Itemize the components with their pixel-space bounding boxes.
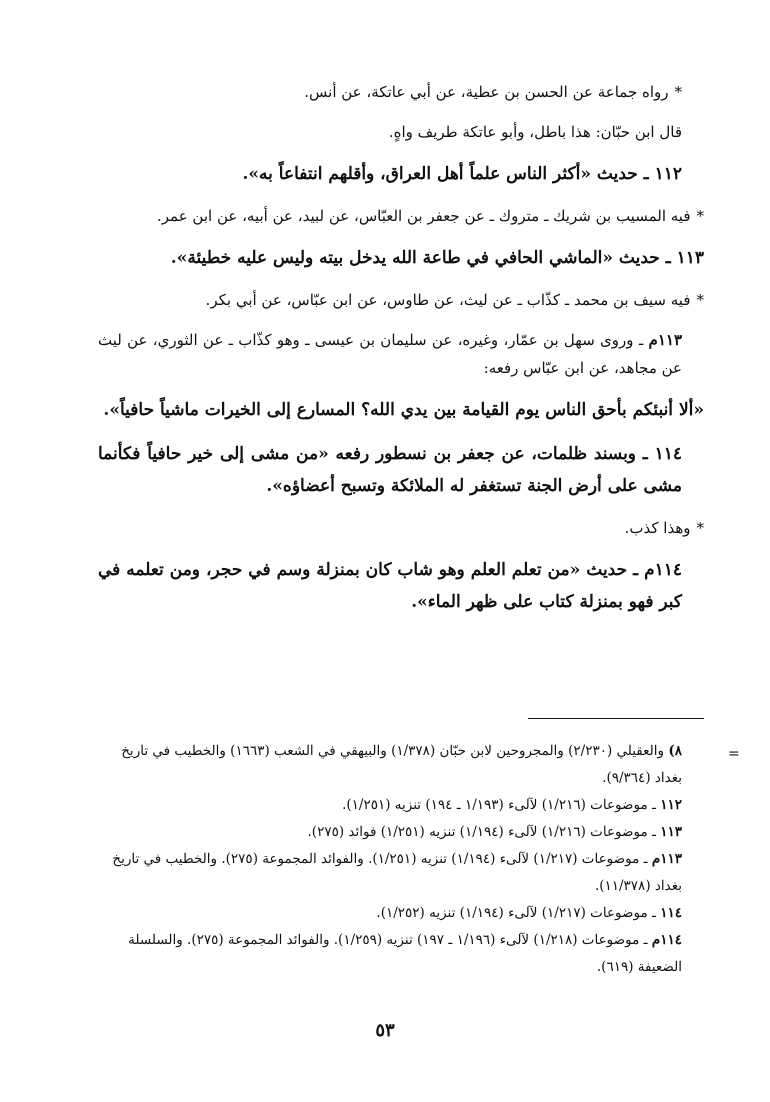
hadith-number: ١١٣ [676, 248, 704, 268]
paragraph-text: قال ابن حبّان: هذا باطل، وأبو عاتكة طريف واهٍ. [388, 123, 682, 141]
paragraph-text: وهذا كذب. [624, 519, 691, 537]
footnote-114 [98, 900, 704, 927]
footnote-text: ـ موضوعات (١/٢١٨) لآلىء (١/١٩٦ ـ ١٩٧) تنزيه (١/٢٥٩). والفوائد المجموعة (٢٧٥). والسلسلة الضعيفة (٦١٩). [128, 932, 682, 975]
footnote-113m [98, 846, 704, 900]
footnote-key: ١١٢ [660, 797, 682, 813]
hadith-112 [98, 158, 704, 190]
star-marker: * [696, 291, 704, 309]
hadith-text: ـ وبسند ظلمات، عن جعفر بن نسطور رفعه «من مشى إلى خير حافياً فكأنما مشى على أرض الجنة تستغفر له الملائكة وتسبح أعضاؤه». [98, 444, 682, 496]
footnote-key: ٨) [668, 743, 682, 759]
hadith-number: ١١٣م [648, 331, 682, 349]
continuation-mark: = [728, 746, 740, 762]
footnote-text: ـ موضوعات (١/٢١٧) لآلىء (١/١٩٤) تنزيه (١/٢٥٢). [376, 905, 656, 921]
star-marker: * [696, 207, 704, 225]
page-number: ٥٣ [375, 1020, 395, 1041]
hadith-number: ١١٤ [654, 444, 682, 464]
main-text [98, 78, 704, 630]
paragraph-narration [98, 78, 704, 106]
paragraph-sayf [98, 286, 704, 314]
hadith-113m-text [98, 394, 704, 426]
footnote-114m [98, 927, 704, 981]
footnote-text: ـ موضوعات (١/٢١٦) لآلىء (١/١٩٤) تنزيه (١/٢٥١) فوائد (٢٧٥). [307, 824, 656, 840]
hadith-113m-chain [98, 326, 704, 382]
hadith-text: ـ حديث «أكثر الناس علماً أهل العراق، وأقلهم انتفاعاً به». [242, 164, 649, 184]
footnote-key: ١١٣م [651, 851, 682, 867]
paragraph-text: رواه جماعة عن الحسن بن عطية، عن أبي عاتكة، عن أنس. [304, 83, 669, 101]
footnote-text: والعقيلي (٢/٢٣٠) والمجروحين لابن حبّان (١/٣٧٨) والبيهقي في الشعب (١٦٦٣) والخطيب في تاريخ بغداد (٩/٣٦٤). [121, 743, 682, 786]
hadith-text: «ألا أنبئكم بأحق الناس يوم القيامة بين يدي الله؟ المسارع إلى الخيرات ماشياً حافياً». [103, 400, 704, 420]
footnote-key: ١١٣ [660, 824, 682, 840]
hadith-text: ـ حديث «الماشي الحافي في طاعة الله يدخل بيته وليس عليه خطيئة». [170, 248, 671, 268]
footnote-key: ١١٤ [660, 905, 682, 921]
footnote-text: ـ موضوعات (١/٢١٦) لآلىء (١/١٩٣ ـ ١٩٤) تنزيه (١/٢٥١). [342, 797, 656, 813]
hadith-114 [98, 438, 704, 502]
footnote-112 [98, 792, 704, 819]
star-marker: * [696, 519, 704, 537]
footnote-key: ١١٤م [651, 932, 682, 948]
paragraph-ibn-hibban [98, 118, 704, 146]
footnote-113 [98, 819, 704, 846]
paragraph-text: فيه سيف بن محمد ـ كذّاب ـ عن ليث، عن طاوس، عن ابن عبّاس، عن أبي بكر. [205, 291, 691, 309]
hadith-114m [98, 554, 704, 618]
hadith-text: ـ حديث «من تعلم العلم وهو شاب كان بمنزلة وسم في حجر، ومن تعلمه في كبر فهو بمنزلة كتاب على ظهر الماء». [98, 560, 682, 612]
hadith-number: ١١٤م [644, 560, 682, 580]
footnotes [98, 738, 704, 981]
footnote-text: ـ موضوعات (١/٢١٧) لآلىء (١/١٩٤) تنزيه (١/٢٥١). والفوائد المجموعة (٢٧٥). والخطيب في تاريخ بغداد (١١/٣٧٨). [112, 851, 682, 894]
footnote-8 [98, 738, 704, 792]
hadith-113 [98, 242, 704, 274]
hadith-number: ١١٢ [654, 164, 682, 184]
footnote-divider [528, 718, 704, 719]
paragraph-text: ـ وروى سهل بن عمّار، وغيره، عن سليمان بن عيسى ـ وهو كذّاب ـ عن الثوري، عن ليث عن مجاهد، عن ابن عبّاس رفعه: [98, 331, 682, 377]
paragraph-musayyab [98, 202, 704, 230]
paragraph-text: فيه المسيب بن شريك ـ متروك ـ عن جعفر بن العبّاس، عن لبيد، عن أبيه، عن ابن عمر. [156, 207, 691, 225]
paragraph-lie [98, 514, 704, 542]
star-marker: * [674, 83, 682, 101]
